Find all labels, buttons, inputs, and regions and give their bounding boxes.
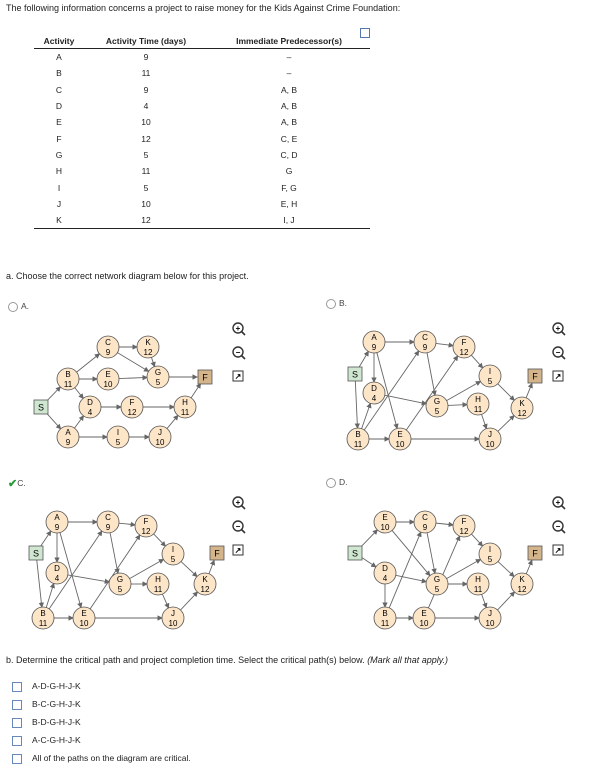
diagram-b — [300, 318, 607, 478]
table-row — [34, 196, 370, 212]
diagram-c — [0, 492, 300, 642]
table-cell: 9 — [143, 52, 149, 63]
edge-K-Fn — [209, 560, 214, 573]
node-label: E — [397, 430, 403, 439]
zoom-out-icon[interactable] — [233, 521, 245, 533]
node-duration: 10 — [485, 440, 495, 449]
table-cell: F, G — [281, 182, 297, 193]
svg-text:+: + — [235, 498, 241, 507]
edge-K-Fn — [526, 383, 532, 397]
edge-F-I — [154, 534, 166, 546]
table-row — [34, 163, 370, 179]
node-duration: 12 — [517, 409, 527, 418]
table-row — [34, 212, 370, 229]
option-d[interactable]: D. — [326, 477, 348, 488]
choice-item[interactable] — [12, 699, 81, 710]
node-duration: 10 — [103, 380, 113, 389]
node-label: I — [488, 367, 492, 376]
node-label: E — [81, 609, 87, 618]
node-G — [147, 366, 169, 388]
node-D — [46, 562, 68, 584]
node-duration: 10 — [395, 440, 405, 449]
svg-text:−: − — [235, 522, 241, 531]
table-cell: 10 — [141, 117, 151, 128]
node-label: H — [475, 575, 481, 584]
edge-S-A — [359, 351, 369, 368]
choice-label: B-C-G-H-J-K — [32, 699, 81, 709]
table-cell: C — [55, 84, 63, 95]
table-row — [34, 130, 370, 146]
node-K — [511, 573, 533, 595]
node-label: I — [116, 428, 120, 437]
node-label: D — [382, 564, 388, 573]
node-duration: 9 — [54, 523, 60, 532]
node-duration: 12 — [143, 348, 153, 357]
node-duration: 5 — [170, 555, 176, 564]
edge-I-K — [498, 384, 514, 400]
node-label: B — [355, 430, 361, 439]
node-label: D — [87, 398, 93, 407]
table-cell: J — [56, 198, 62, 209]
table-cell: D — [55, 101, 63, 112]
zoom-in-icon[interactable] — [233, 497, 245, 509]
edge-I-K — [498, 562, 514, 577]
option-b-radio[interactable] — [326, 299, 336, 309]
node-C — [414, 511, 436, 533]
table-header: Activity Time (days) — [84, 34, 208, 49]
node-duration: 12 — [200, 585, 210, 594]
node-duration: 9 — [105, 348, 111, 357]
node-label: K — [519, 399, 525, 408]
choice-label: A-D-G-H-J-K — [32, 681, 81, 691]
node-label: G — [433, 397, 441, 406]
node-label: F — [532, 548, 538, 559]
node-duration: 12 — [141, 527, 151, 536]
table-cell: E, H — [280, 198, 298, 209]
node-duration: 11 — [153, 585, 163, 594]
node-duration: 5 — [117, 585, 123, 594]
edge-E-G — [119, 377, 147, 378]
node-label: S — [351, 369, 359, 380]
node-duration: 10 — [419, 619, 429, 628]
node-duration: 12 — [517, 585, 527, 594]
table-cell: H — [55, 166, 63, 177]
choice-item[interactable] — [12, 717, 81, 728]
checkbox[interactable] — [12, 736, 22, 746]
node-duration: 5 — [434, 585, 440, 594]
edge-H-J — [482, 414, 487, 428]
node-H — [174, 396, 196, 418]
svg-text:↗: ↗ — [234, 372, 242, 381]
table-cell: 12 — [141, 133, 151, 144]
node-duration: 11 — [63, 380, 73, 389]
table-cell: 5 — [143, 149, 149, 160]
node-label: J — [158, 428, 162, 437]
node-J — [162, 607, 184, 629]
edge-H-J — [482, 594, 487, 607]
node-duration: 9 — [371, 343, 377, 352]
svg-text:+: + — [235, 324, 241, 333]
node-duration: 4 — [54, 574, 60, 583]
zoom-in-icon[interactable] — [553, 497, 565, 509]
node-Fn — [528, 369, 542, 383]
node-label: C — [422, 333, 428, 342]
node-label: F — [202, 372, 208, 383]
node-B — [347, 428, 369, 450]
node-duration: 5 — [155, 378, 161, 387]
table-cell: I — [57, 182, 61, 193]
table-cell: G — [55, 149, 63, 160]
checkmark-icon: ✔ — [8, 478, 18, 490]
edge-J-K — [498, 592, 515, 610]
checkbox[interactable] — [12, 754, 22, 764]
svg-text:↗: ↗ — [234, 546, 242, 555]
node-label: B — [40, 609, 46, 618]
diagram-a — [0, 318, 300, 478]
node-duration: 10 — [79, 619, 89, 628]
table-row — [34, 98, 370, 114]
popout-icon[interactable] — [233, 545, 243, 555]
node-label: F — [461, 338, 467, 347]
node-duration: 9 — [65, 438, 71, 447]
edge-B-D — [75, 388, 83, 399]
node-label: G — [433, 575, 441, 584]
table-row — [34, 82, 370, 98]
node-Fn — [198, 370, 212, 384]
node-G — [426, 395, 448, 417]
table-cell: 10 — [141, 198, 151, 209]
table-cell: – — [286, 68, 292, 79]
node-duration: 9 — [105, 523, 111, 532]
node-duration: 11 — [353, 440, 363, 449]
table-cell: A, B — [280, 117, 298, 128]
edge-S-A — [40, 531, 51, 547]
node-label: G — [116, 575, 124, 584]
node-label: I — [488, 545, 492, 554]
popout-icon[interactable] — [553, 545, 563, 555]
node-A — [46, 511, 68, 533]
node-label: J — [171, 609, 175, 618]
node-label: D — [371, 384, 377, 393]
node-duration: 11 — [380, 619, 390, 628]
node-label: I — [171, 545, 175, 554]
edge-K-Fn — [526, 560, 532, 573]
table-cell: B — [56, 68, 62, 79]
node-J — [479, 428, 501, 450]
edge-J-K — [181, 592, 198, 610]
edge-G-H — [448, 405, 467, 406]
edge-H-J — [162, 594, 168, 608]
node-label: E — [105, 370, 111, 379]
node-duration: 10 — [485, 619, 495, 628]
diagram-d — [300, 492, 607, 642]
edge-C-G — [427, 533, 435, 573]
node-K — [194, 573, 216, 595]
zoom-out-icon[interactable] — [233, 347, 245, 359]
node-label: E — [382, 513, 388, 522]
edge-C-F — [436, 523, 453, 525]
node-duration: 11 — [38, 619, 48, 628]
node-duration: 10 — [380, 523, 390, 532]
node-C — [414, 331, 436, 353]
question-b: b. Determine the critical path and project completion time. Select the critical path(s) below. (Mark all that apply.) — [6, 655, 449, 665]
node-E — [73, 607, 95, 629]
edge-E-F — [406, 356, 457, 430]
node-F — [121, 396, 143, 418]
edge-C-F — [436, 343, 453, 345]
node-label: C — [105, 338, 111, 347]
node-duration: 11 — [180, 408, 190, 417]
table-cell: E — [56, 117, 62, 128]
node-G — [426, 573, 448, 595]
table-cell: 11 — [141, 68, 151, 79]
table-row — [34, 65, 370, 81]
table-cell: 4 — [143, 101, 149, 112]
node-H — [147, 573, 169, 595]
node-label: E — [421, 609, 427, 618]
node-label: K — [202, 575, 208, 584]
node-duration: 11 — [473, 405, 483, 414]
choice-item[interactable] — [12, 681, 81, 692]
svg-text:+: + — [555, 498, 561, 507]
node-label: H — [155, 575, 161, 584]
edge-F-I — [471, 355, 482, 368]
node-I — [107, 426, 129, 448]
edge-F-I — [471, 534, 482, 546]
node-duration: 5 — [487, 377, 493, 386]
edge-K-G — [151, 357, 154, 366]
edge-S-B — [355, 381, 357, 428]
edge-S-D — [361, 557, 376, 567]
node-label: J — [488, 609, 492, 618]
node-duration: 5 — [115, 438, 121, 447]
table-cell: 12 — [84, 212, 208, 229]
choice-label: B-D-G-H-J-K — [32, 717, 81, 727]
node-Fn — [528, 546, 542, 560]
edge-H-Fn — [191, 384, 200, 398]
choice-label: A-C-G-H-J-K — [32, 735, 81, 745]
node-label: F — [532, 371, 538, 382]
node-E — [97, 368, 119, 390]
table-row — [34, 114, 370, 130]
node-G — [109, 573, 131, 595]
edge-C-G — [110, 533, 118, 573]
node-label: J — [488, 430, 492, 439]
node-label: F — [143, 517, 149, 526]
node-I — [162, 543, 184, 565]
table-cell: A, B — [280, 101, 298, 112]
node-duration: 9 — [422, 343, 428, 352]
svg-text:−: − — [555, 522, 561, 531]
checkbox[interactable] — [12, 718, 22, 728]
node-label: C — [105, 513, 111, 522]
checkbox[interactable] — [12, 700, 22, 710]
node-label: K — [145, 338, 151, 347]
zoom-in-icon[interactable] — [233, 323, 245, 335]
table-row — [34, 179, 370, 195]
node-duration: 9 — [422, 523, 428, 532]
edge-D-G — [385, 395, 426, 404]
node-S — [348, 546, 362, 560]
node-duration: 12 — [127, 408, 137, 417]
table-cell: F — [56, 133, 62, 144]
node-B — [374, 607, 396, 629]
zoom-out-icon[interactable] — [553, 347, 565, 359]
node-Ee — [413, 607, 435, 629]
edge-C-G — [427, 353, 435, 395]
node-duration: 10 — [155, 438, 165, 447]
table-cell: K — [34, 212, 84, 229]
edge-J-H — [167, 415, 178, 428]
zoom-in-icon[interactable] — [553, 323, 565, 335]
edge-Ee-F — [428, 536, 459, 608]
node-duration: 12 — [459, 527, 469, 536]
edge-I-K — [181, 562, 197, 577]
svg-text:−: − — [555, 348, 561, 357]
node-K — [137, 336, 159, 358]
node-F — [453, 336, 475, 358]
choice-item[interactable] — [12, 753, 191, 764]
edge-S-B — [37, 560, 42, 607]
node-E — [374, 511, 396, 533]
node-label: F — [461, 517, 467, 526]
option-a[interactable]: A. — [8, 301, 29, 312]
edge-E-G — [392, 530, 430, 575]
edge-B-C — [77, 354, 100, 372]
option-c[interactable]: ✔C. — [8, 477, 26, 490]
node-label: C — [422, 513, 428, 522]
table-cell: G — [285, 166, 293, 177]
popout-icon[interactable] — [233, 371, 243, 381]
node-duration: 4 — [87, 408, 93, 417]
option-b[interactable]: B. — [326, 298, 347, 309]
node-duration: 11 — [473, 585, 483, 594]
node-A — [363, 331, 385, 353]
node-duration: 4 — [371, 394, 377, 403]
edge-C-F — [119, 523, 135, 525]
node-label: F — [129, 398, 135, 407]
table-cell: I, J — [208, 212, 370, 229]
node-label: S — [351, 548, 359, 559]
node-J — [149, 426, 171, 448]
table-cell: C, E — [280, 133, 298, 144]
node-S — [34, 400, 48, 414]
node-I — [479, 543, 501, 565]
node-duration: 5 — [434, 407, 440, 416]
node-B — [32, 607, 54, 629]
edge-S-A — [46, 412, 61, 429]
node-label: A — [65, 428, 71, 437]
edge-S-E — [360, 530, 377, 548]
node-S — [348, 367, 362, 381]
edge-A-D — [75, 416, 84, 428]
table-cell: 9 — [143, 84, 149, 95]
table-header: Immediate Predecessor(s) — [208, 34, 370, 49]
node-D — [79, 396, 101, 418]
node-D — [374, 562, 396, 584]
node-label: H — [182, 398, 188, 407]
question-a: a. Choose the correct network diagram below for this project. — [6, 271, 249, 281]
choice-label: All of the paths on the diagram are critical. — [32, 753, 191, 763]
node-F — [453, 515, 475, 537]
node-label: H — [475, 395, 481, 404]
activity-table — [34, 34, 370, 229]
node-E — [389, 428, 411, 450]
edge-J-K — [498, 416, 514, 432]
node-J — [479, 607, 501, 629]
node-C — [97, 336, 119, 358]
node-label: S — [37, 402, 45, 413]
node-label: A — [54, 513, 60, 522]
choice-item[interactable] — [12, 735, 81, 746]
table-row — [34, 49, 370, 66]
edge-E-F — [90, 535, 140, 609]
node-C — [97, 511, 119, 533]
table-cell: A — [56, 52, 62, 63]
table-cell: C, D — [280, 149, 298, 160]
node-K — [511, 397, 533, 419]
table-header: Activity — [34, 34, 84, 49]
table-row — [34, 147, 370, 163]
node-duration: 4 — [382, 574, 388, 583]
checkbox[interactable] — [12, 682, 22, 692]
node-label: G — [154, 368, 162, 377]
node-D — [363, 382, 385, 404]
node-F — [135, 515, 157, 537]
table-cell: 5 — [143, 182, 149, 193]
node-label: K — [519, 575, 525, 584]
node-H — [467, 573, 489, 595]
table-cell: A, B — [280, 84, 298, 95]
node-label: D — [54, 564, 60, 573]
table-cell: – — [286, 52, 292, 63]
option-a-radio[interactable] — [8, 302, 18, 312]
svg-text:↗: ↗ — [554, 372, 562, 381]
node-label: B — [65, 370, 71, 379]
svg-text:−: − — [235, 348, 241, 357]
svg-text:↗: ↗ — [554, 546, 562, 555]
zoom-out-icon[interactable] — [553, 521, 565, 533]
popout-icon[interactable] — [553, 371, 563, 381]
node-B — [57, 368, 79, 390]
node-H — [467, 393, 489, 415]
node-I — [479, 365, 501, 387]
node-label: A — [371, 333, 377, 342]
intro-text: The following information concerns a project to raise money for the Kids Against Crime Foundation: — [6, 3, 401, 13]
node-label: B — [382, 609, 388, 618]
svg-text:+: + — [555, 324, 561, 333]
node-S — [29, 546, 43, 560]
edge-B-D — [362, 403, 371, 428]
node-label: F — [214, 548, 220, 559]
table-cell: 11 — [141, 166, 151, 177]
node-duration: 5 — [487, 555, 493, 564]
node-Fn — [210, 546, 224, 560]
node-A — [57, 426, 79, 448]
option-d-radio[interactable] — [326, 478, 336, 488]
node-duration: 10 — [168, 619, 178, 628]
node-duration: 12 — [459, 348, 469, 357]
node-label: S — [32, 548, 40, 559]
